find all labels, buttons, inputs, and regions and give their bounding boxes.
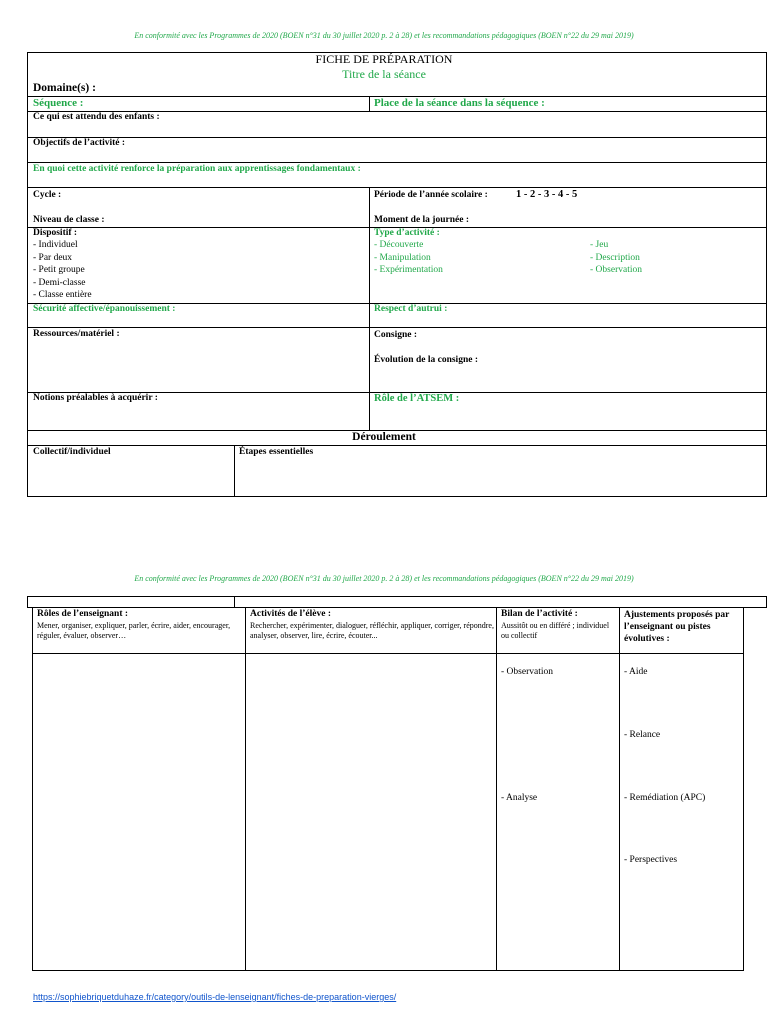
class-level-label: Niveau de classe :	[33, 215, 105, 225]
resources-label: Ressources/matériel :	[33, 329, 120, 339]
adjustment-item: - Relance	[624, 730, 661, 740]
activity-review-desc: Aussitôt ou en différé ; individuel ou collectif	[501, 621, 610, 640]
form-title: FICHE DE PRÉPARATION	[315, 52, 453, 66]
student-activities-title: Activités de l’élève :	[250, 609, 331, 619]
review-item: - Observation	[501, 667, 553, 677]
session-place-label: Place de la séance dans la séquence :	[374, 97, 545, 109]
key-steps-label: Étapes essentielles	[239, 447, 314, 457]
dispositif-item: - Petit groupe	[33, 265, 85, 275]
activity-type-item: - Découverte	[374, 240, 424, 250]
expected-label: Ce qui est attendu des enfants :	[33, 112, 160, 122]
activity-type-item: - Observation	[590, 265, 642, 275]
instruction-label: Consigne :	[374, 330, 418, 340]
activity-review-title: Bilan de l’activité :	[501, 609, 578, 619]
fundamentals-label: En quoi cette activité renforce la préparation aux apprentissages fondamentaux :	[33, 164, 361, 174]
teacher-roles-desc: Mener, organiser, expliquer, parler, écrire, aider, encourager, réguler, évaluer, observer…	[37, 621, 231, 640]
objectives-label: Objectifs de l’activité :	[33, 138, 126, 148]
prerequisites-label: Notions préalables à acquérir :	[33, 393, 158, 403]
school-period-label: Période de l’année scolaire :	[374, 190, 488, 200]
instruction-evolution-label: Évolution de la consigne :	[374, 355, 478, 365]
dispositif-item: - Classe entière	[33, 290, 92, 300]
teacher-roles-title: Rôles de l’enseignant :	[37, 609, 129, 619]
adjustments-title: Ajustements proposés par l’enseignant ou pistes évolutives :	[624, 610, 730, 644]
activity-type-item: - Expérimentation	[374, 265, 443, 275]
school-period-values: 1 - 2 - 3 - 4 - 5	[516, 189, 578, 200]
adjustment-item: - Perspectives	[624, 855, 678, 865]
activity-type-label: Type d’activité :	[374, 228, 440, 238]
dispositif-item: - Par deux	[33, 253, 73, 263]
time-of-day-label: Moment de la journée :	[374, 215, 469, 225]
student-activities-desc: Rechercher, expérimenter, dialoguer, réfléchir, appliquer, corriger, répondre, analyser, observer, lire, écrire, écouter...	[250, 621, 494, 640]
activity-type-item: - Jeu	[590, 240, 609, 250]
atsem-role-label: Rôle de l’ATSEM :	[374, 393, 460, 404]
activity-type-item: - Description	[590, 253, 640, 263]
activity-type-item: - Manipulation	[374, 253, 431, 263]
footer-link[interactable]: https://sophiebriquetduhaze.fr/category/outils-de-lenseignant/fiches-de-preparation-vierges/	[33, 992, 397, 1002]
dispositif-label: Dispositif :	[33, 228, 78, 238]
review-item: - Analyse	[501, 793, 538, 803]
dispositif-item: - Demi-classe	[33, 278, 86, 288]
session-table	[32, 607, 744, 971]
header-note: En conformité avec les Programmes de 2020 (BOEN n°31 du 30 juillet 2020 p. 2 à 28) et les recommandations pédagogiques (BOEN n°22 du 29 mai 2019)	[134, 31, 634, 40]
adjustment-item: - Aide	[624, 667, 648, 677]
cycle-label: Cycle :	[33, 190, 62, 200]
dispositif-item: - Individuel	[33, 240, 78, 250]
adjustment-item: - Remédiation (APC)	[624, 793, 706, 803]
sequence-label: Séquence :	[33, 97, 84, 109]
session-title-label: Titre de la séance	[342, 67, 426, 81]
collective-individual-label: Collectif/individuel	[33, 447, 111, 457]
emotional-security-label: Sécurité affective/épanouissement :	[33, 304, 176, 314]
domain-label: Domaine(s) :	[33, 82, 96, 94]
progress-heading: Déroulement	[352, 431, 416, 443]
header-note: En conformité avec les Programmes de 2020 (BOEN n°31 du 30 juillet 2020 p. 2 à 28) et les recommandations pédagogiques (BOEN n°22 du 29 mai 2019)	[134, 574, 634, 583]
respect-label: Respect d’autrui :	[374, 304, 448, 314]
